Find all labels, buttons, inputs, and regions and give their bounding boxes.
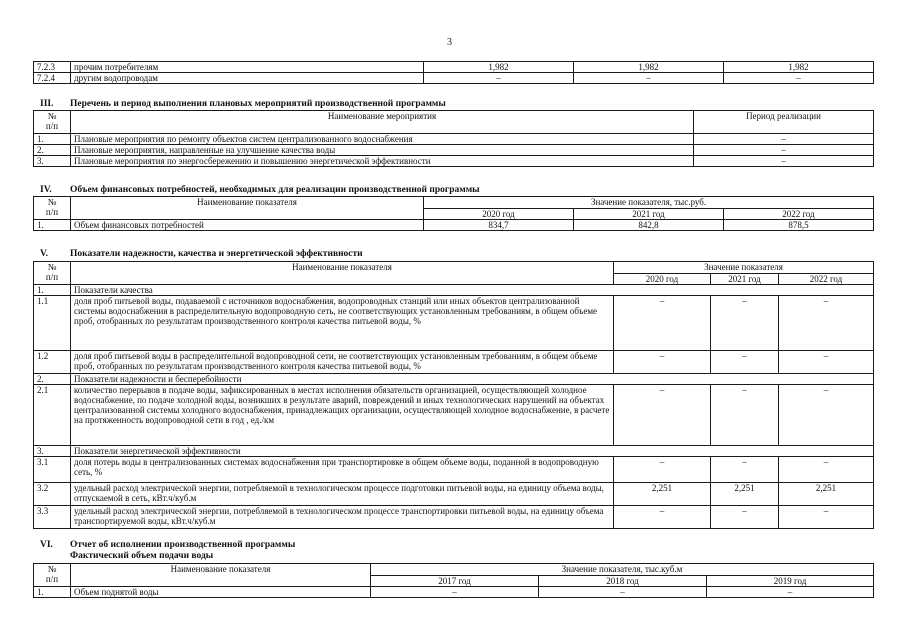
table-row: [34, 145, 874, 156]
header-num: № п/п: [34, 197, 71, 220]
header-num: № п/п: [34, 262, 71, 285]
row-number: 1.: [34, 134, 71, 145]
table-section-3: [33, 110, 874, 167]
table-row: [34, 457, 874, 483]
row-period: –: [694, 156, 874, 167]
header-year-3: 2022 год: [724, 209, 874, 220]
row-name: Плановые мероприятия по энергосбережению и повышению энергетической эффективности: [71, 156, 694, 167]
section-6-number: VI.: [40, 540, 53, 550]
row-number: 1.: [34, 220, 71, 231]
row-name: доля проб питьевой воды в распределительной водопроводной сети, не соответствующих установленным требованиям, в общем объеме проб, отобранных по результатам производственного контроля качества питьевой воды, %: [71, 351, 614, 374]
header-name: Наименование мероприятия: [71, 111, 694, 134]
row-number: 7.2.4: [34, 73, 71, 84]
row-value-3: –: [779, 385, 874, 446]
row-value-3: –: [779, 457, 874, 483]
row-name: количество перерывов в подаче воды, зафиксированных в местах исполнения обязательств организацией, осуществляющей холодное водоснабжение, по подаче холодной воды, возникших в результате аварий, повреждений и иных технологических нарушений на объектах централизованной системы холодного водоснабжения, принадлежащих организации, осуществляющей холодное водоснабжение, в расчете на протяженность водопроводной сети в год , ед./км: [71, 385, 614, 446]
row-number: 3.: [34, 156, 71, 167]
row-value-3: –: [724, 73, 874, 84]
row-value-2: –: [711, 457, 779, 483]
row-number: 1.: [34, 285, 71, 296]
row-value-3: 878,5: [724, 220, 874, 231]
row-value-1: 834,7: [424, 220, 574, 231]
section-3-number: III.: [40, 99, 54, 109]
table-row: [34, 446, 874, 457]
row-value-1: –: [424, 73, 574, 84]
row-value-2: 2,251: [711, 483, 779, 506]
table-section-4: [33, 196, 874, 231]
row-number: 3.3: [34, 506, 71, 529]
row-group-name: Показатели энергетической эффективности: [71, 446, 874, 457]
row-value-3: 2,251: [779, 483, 874, 506]
table-row: [34, 385, 874, 446]
section-5-title: Показатели надежности, качества и энергетической эффективности: [70, 249, 363, 259]
header-num: № п/п: [34, 564, 71, 587]
row-group-name: Показатели надежности и бесперебойности: [71, 374, 874, 385]
row-value-3: –: [707, 587, 874, 598]
row-number: 7.2.3: [34, 62, 71, 73]
row-number: 3.: [34, 446, 71, 457]
header-period: Период реализации: [694, 111, 874, 134]
row-value-3: –: [779, 296, 874, 351]
header-year-3: 2022 год: [779, 274, 874, 285]
row-name: доля проб питьевой воды, подаваемой с источников водоснабжения, водопроводных станций или иных объектов централизованной системы водоснабжения в распределительную водопроводную сеть, не соответствующих установленным требованиям, в общем объеме проб, отобранных по результатам производственного контроля качества питьевой воды, %: [71, 296, 614, 351]
row-value-2: –: [711, 296, 779, 351]
header-year-1: 2017 год: [371, 576, 539, 587]
table-row: [34, 220, 874, 231]
row-value-3: 1,982: [724, 62, 874, 73]
row-number: 1.2: [34, 351, 71, 374]
header-name: Наименование показателя: [71, 564, 371, 587]
table-row: [34, 374, 874, 385]
header-name: Наименование показателя: [71, 262, 614, 285]
row-value-2: –: [711, 506, 779, 529]
row-number: 3.1: [34, 457, 71, 483]
section-6-subtitle: Фактический объем подачи воды: [70, 551, 214, 561]
row-number: 1.1: [34, 296, 71, 351]
table-row: [34, 156, 874, 167]
row-name: удельный расход электрической энергии, потребляемой в технологическом процессе подготовки питьевой воды, на единицу объема воды, отпускаемой в сеть, кВт.ч/куб.м: [71, 483, 614, 506]
row-value-2: 1,982: [574, 62, 724, 73]
row-value-2: –: [539, 587, 707, 598]
section-5-heading: [40, 249, 363, 259]
row-number: 2.: [34, 145, 71, 156]
row-value-2: –: [711, 351, 779, 374]
page-number: 3: [447, 37, 452, 48]
header-year-3: 2019 год: [707, 576, 874, 587]
row-name: прочим потребителям: [71, 62, 424, 73]
header-year-2: 2021 год: [574, 209, 724, 220]
row-value-2: –: [711, 385, 779, 446]
header-value: Значение показателя: [614, 262, 874, 274]
table-row: [34, 296, 874, 351]
row-name: Объем поднятой воды: [71, 587, 371, 598]
row-name: Объем финансовых потребностей: [71, 220, 424, 231]
row-value-1: –: [614, 296, 711, 351]
section-4-heading: [40, 185, 480, 195]
row-value-2: –: [574, 73, 724, 84]
table-row: [34, 351, 874, 374]
section-5-number: V.: [40, 249, 49, 259]
row-value-1: –: [371, 587, 539, 598]
row-value-3: –: [779, 351, 874, 374]
row-name: Плановые мероприятия по ремонту объектов систем централизованного водоснабжения: [71, 134, 694, 145]
row-number: 3.2: [34, 483, 71, 506]
row-value-3: –: [779, 506, 874, 529]
row-value-1: –: [614, 457, 711, 483]
table-row: [34, 134, 874, 145]
section-4-number: IV.: [40, 185, 52, 195]
row-number: 2.1: [34, 385, 71, 446]
row-name: Плановые мероприятия, направленные на улучшение качества воды: [71, 145, 694, 156]
header-year-2: 2018 год: [539, 576, 707, 587]
section-3-heading: [40, 99, 446, 109]
row-name: другим водопроводам: [71, 73, 424, 84]
header-value: Значение показателя, тыс.руб.: [424, 197, 874, 209]
header-num: № п/п: [34, 111, 71, 134]
row-group-name: Показатели качества: [71, 285, 874, 296]
header-year-1: 2020 год: [424, 209, 574, 220]
table-row: [34, 483, 874, 506]
table-row: [34, 506, 874, 529]
row-value-1: –: [614, 385, 711, 446]
section-6-heading: [40, 540, 295, 550]
row-value-1: –: [614, 351, 711, 374]
table-section-6: [33, 563, 874, 598]
table-top: [33, 61, 874, 84]
header-value: Значение показателя, тыс.куб.м: [371, 564, 874, 576]
table-section-5: [33, 261, 874, 529]
section-4-title: Объем финансовых потребностей, необходимых для реализации производственной программы: [70, 185, 480, 195]
row-period: –: [694, 134, 874, 145]
table-row: [34, 587, 874, 598]
table-row: [34, 62, 874, 73]
row-value-1: 1,982: [424, 62, 574, 73]
table-row: [34, 73, 874, 84]
section-3-title: Перечень и период выполнения плановых мероприятий производственной программы: [70, 99, 446, 109]
row-name: удельный расход электрической энергии, потребляемой в технологическом процессе транспортировки питьевой воды, на единицу объема транспортируемой воды, кВт.ч/куб.м: [71, 506, 614, 529]
row-number: 2.: [34, 374, 71, 385]
row-value-1: 2,251: [614, 483, 711, 506]
section-6-title: Отчет об исполнении производственной программы: [70, 540, 296, 550]
header-year-2: 2021 год: [711, 274, 779, 285]
row-value-2: 842,8: [574, 220, 724, 231]
row-period: –: [694, 145, 874, 156]
header-name: Наименование показателя: [71, 197, 424, 220]
row-name: доля потерь воды в централизованных системах водоснабжения при транспортировке в общем объеме воды, поданной в водопроводную сеть, %: [71, 457, 614, 483]
row-number: 1.: [34, 587, 71, 598]
table-row: [34, 285, 874, 296]
header-year-1: 2020 год: [614, 274, 711, 285]
row-value-1: –: [614, 506, 711, 529]
